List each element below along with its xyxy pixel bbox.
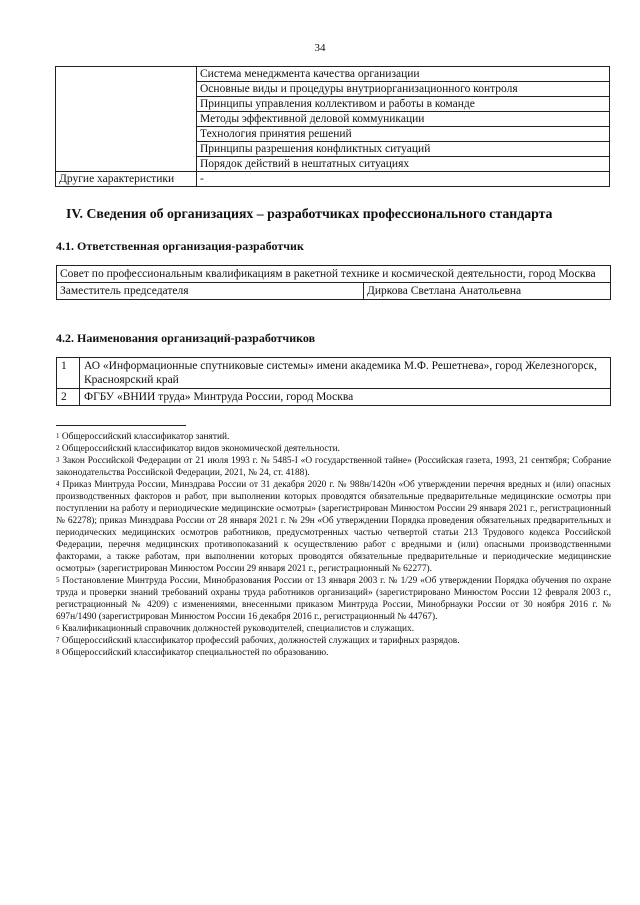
- footnote-mark: 2: [56, 444, 60, 452]
- developer-name: АО «Информационные спутниковые системы» имени академика М.Ф. Решетнева», город Железногорск, Красноярский край: [80, 358, 611, 389]
- footnote-mark: 4: [56, 480, 60, 488]
- footnote: [56, 647, 611, 659]
- table-row: [57, 266, 611, 283]
- footnote: [56, 623, 611, 635]
- empty-cell: [56, 67, 197, 172]
- footnote-mark: 1: [56, 432, 60, 440]
- other-characteristics-label: Другие характеристики: [56, 172, 197, 187]
- skill-cell: Технология принятия решений: [197, 127, 610, 142]
- table-row: [57, 283, 611, 300]
- skill-cell: Методы эффективной деловой коммуникации: [197, 112, 610, 127]
- developer-number: 2: [57, 389, 80, 406]
- footnote-text: Закон Российской Федерации от 21 июля 1993 г. № 5485-I «О государственной тайне» (Российская газета, 1993, 21 сентября; Собрание законодательства Российской Федерации, 2021, № 24, ст. 4188).: [56, 456, 611, 478]
- developer-number: 1: [57, 358, 80, 389]
- footnote: [56, 575, 611, 623]
- skill-cell: Порядок действий в нештатных ситуациях: [197, 157, 610, 172]
- other-characteristics-value: -: [197, 172, 610, 187]
- footnote-mark: 7: [56, 636, 60, 644]
- skill-cell: Принципы разрешения конфликтных ситуаций: [197, 142, 610, 157]
- footnote: [56, 455, 611, 479]
- table-row: [57, 389, 611, 406]
- footnote: [56, 443, 611, 455]
- responsible-position: Заместитель председателя: [57, 283, 364, 300]
- footnote-text: Постановление Минтруда России, Минобразования России от 13 января 2003 г. № 1/29 «Об утверждении Порядка обучения по охране труда и проверки знаний требований охраны труда работников организаций» (зарегистрировано Минюстом России 12 февраля 2003 г., регистрационный № 4209) с изменениями, внесенными приказом Минтруда России, Минобрнауки России от 30 ноября 2016 г. № 697н/1490 (зарегистрирован Минюстом России 16 декабря 2016 г., регистрационный № 44767).: [56, 576, 611, 622]
- footnote-text: Приказ Минтруда России, Минздрава России от 31 декабря 2020 г. № 988н/1420н «Об утверждении перечня вредных и (или) опасных производственных факторов и работ, при выполнении которых проводятся обязательные предварительные медицинские осмотры при поступлении на работу и периодические медицинские осмотры» (зарегистрирован Минюстом России 29 января 2021 г., регистрационный № 62278); приказ Минздрава России от 28 января 2021 г. № 29н «Об утверждении Порядка проведения обязательных предварительных и периодических медицинских осмотров работников, предусмотренных частью четвертой статьи 213 Трудового кодекса Российской Федерации, перечня медицинских противопоказаний к осуществлению работ с вредными и (или) опасными производственными факторами, а также работам, при выполнении которых проводятся обязательные предварительные и периодические медицинские осмотры» (зарегистрирован Минюстом России 29 января 2021 г., регистрационный № 62277).: [56, 480, 611, 574]
- footnote-text: Квалификационный справочник должностей руководителей, специалистов и служащих.: [61, 624, 415, 634]
- footnote: [56, 431, 611, 443]
- developer-name: ФГБУ «ВНИИ труда» Минтруда России, город Москва: [80, 389, 611, 406]
- footnote: [56, 479, 611, 575]
- footnote: [56, 635, 611, 647]
- footnote-mark: 3: [56, 456, 60, 464]
- footnote-text: Общероссийский классификатор профессий рабочих, должностей служащих и тарифных разрядов.: [61, 636, 460, 646]
- footnote-divider: [56, 425, 186, 426]
- developers-table: [56, 357, 611, 406]
- footnote-mark: 8: [56, 648, 60, 656]
- footnotes: [56, 431, 611, 659]
- table-row: [56, 172, 610, 187]
- skill-cell: Система менеджмента качества организации: [197, 67, 610, 82]
- responsible-person: Диркова Светлана Анатольевна: [364, 283, 611, 300]
- responsible-table: [56, 265, 611, 300]
- responsible-org: Совет по профессиональным квалификациям в ракетной технике и космической деятельности, город Москва: [57, 266, 611, 283]
- page-number: 34: [314, 42, 326, 54]
- skill-cell: Основные виды и процедуры внутриорганизационного контроля: [197, 82, 610, 97]
- table-row: [56, 67, 610, 82]
- responsible-heading: 4.1. Ответственная организация-разработчик: [56, 239, 304, 253]
- footnote-text: Общероссийский классификатор специальностей по образованию.: [61, 648, 329, 658]
- footnote-mark: 5: [56, 576, 60, 584]
- footnote-text: Общероссийский классификатор видов экономической деятельности.: [61, 444, 341, 454]
- table-row: [57, 358, 611, 389]
- section-title: IV. Сведения об организациях – разработчиках профессионального стандарта: [66, 206, 553, 221]
- footnote-text: Общероссийский классификатор занятий.: [61, 432, 230, 442]
- footnote-mark: 6: [56, 624, 60, 632]
- developers-heading: 4.2. Наименования организаций-разработчиков: [56, 331, 316, 345]
- skills-table: [55, 66, 610, 187]
- skill-cell: Принципы управления коллективом и работы в команде: [197, 97, 610, 112]
